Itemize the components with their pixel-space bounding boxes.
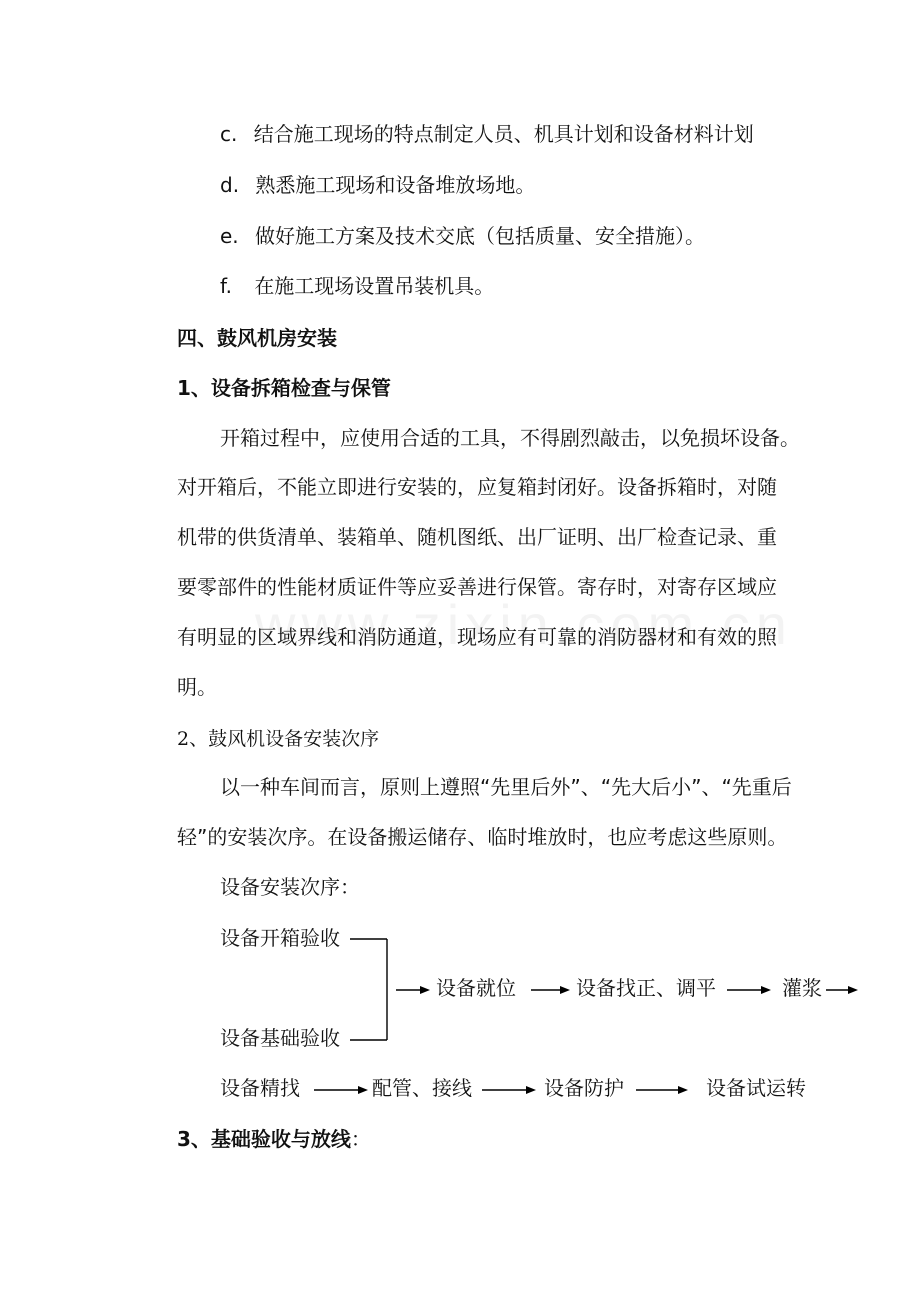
flow-input-foundation: 设备基础验收 bbox=[220, 1026, 340, 1050]
subsection-3-colon: ： bbox=[350, 1127, 371, 1151]
paragraph-2-line: 轻”的安装次序。在设备搬运储存、临时堆放时，也应考虑这些原则。 bbox=[177, 825, 788, 849]
arrow-to-protection bbox=[482, 1086, 536, 1094]
subsection-3-heading bbox=[177, 1126, 371, 1152]
subsection-2-title: 2、鼓风机设备安装次序 bbox=[177, 728, 380, 750]
arrow-to-positioning bbox=[396, 986, 430, 994]
arrow-to-grouting bbox=[727, 986, 771, 994]
flow-step-grouting: 灌浆 bbox=[782, 976, 822, 1000]
paragraph-1-line: 机带的供货清单、装箱单、随机图纸、出厂证明、出厂检查记录、重 bbox=[177, 525, 777, 549]
paragraph-1-line: 明。 bbox=[177, 675, 217, 699]
paragraph-1-line: 要零部件的性能材质证件等应妥善进行保管。寄存时，对寄存区域应 bbox=[177, 575, 777, 599]
arrow-to-alignment bbox=[531, 986, 570, 994]
list-marker: c. bbox=[220, 122, 238, 146]
flow-step-protection: 设备防护 bbox=[544, 1076, 624, 1100]
paragraph-2-line: 以一种车间而言，原则上遵照“先里后外”、“先大后小”、“先重后 bbox=[220, 775, 792, 799]
flow-step-positioning: 设备就位 bbox=[436, 976, 516, 1000]
flow-step-alignment: 设备找正、调平 bbox=[576, 976, 716, 1000]
list-text: 在施工现场设置吊装机具。 bbox=[254, 274, 495, 298]
flow-input-unpacking: 设备开箱验收 bbox=[220, 926, 340, 950]
arrow-to-piping bbox=[314, 1086, 368, 1094]
section-title: 四、鼓风机房安装 bbox=[177, 326, 337, 350]
list-text: 熟悉施工现场和设备堆放场地。 bbox=[255, 173, 536, 197]
paragraph-1-line: 有明显的区域界线和消防通道，现场应有可靠的消防器材和有效的照 bbox=[177, 625, 777, 649]
list-text: 结合施工现场的特点制定人员、机具计划和设备材料计划 bbox=[253, 122, 754, 146]
paragraph-1-line: 开箱过程中，应使用合适的工具，不得剧烈敲击，以免损坏设备。 bbox=[220, 426, 800, 450]
flow-caption: 设备安装次序： bbox=[220, 875, 360, 899]
flow-step-piping: 配管、接线 bbox=[372, 1076, 472, 1100]
arrow-to-trial-run bbox=[636, 1086, 688, 1094]
paragraph-1-line: 对开箱后，不能立即进行安装的，应复箱封闭好。设备拆箱时，对随 bbox=[177, 475, 777, 499]
subsection-3-title: 3、基础验收与放线 bbox=[177, 1127, 351, 1151]
list-text: 做好施工方案及技术交底（包括质量、安全措施）。 bbox=[255, 224, 706, 248]
list-marker: d. bbox=[220, 173, 240, 197]
list-marker: f. bbox=[220, 274, 232, 298]
flow-step-fine-alignment: 设备精找 bbox=[220, 1076, 300, 1100]
flow-step-trial-run: 设备试运转 bbox=[706, 1076, 806, 1100]
list-marker: e. bbox=[220, 224, 239, 248]
arrow-after-grouting bbox=[826, 986, 858, 994]
subsection-1-title: 1、设备拆箱检查与保管 bbox=[177, 376, 391, 400]
